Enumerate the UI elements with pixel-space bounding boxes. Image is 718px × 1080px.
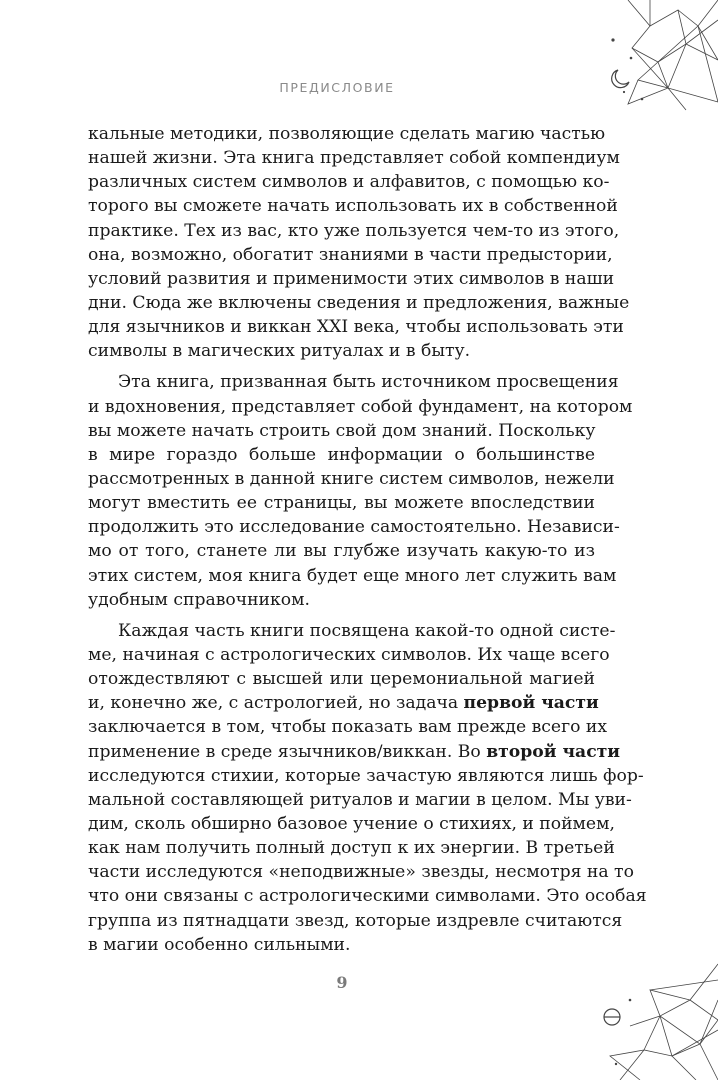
line-text: применение в среде язычников/виккан. Во [88,741,487,762]
line-text: в магии особенно сильными. [88,934,351,955]
line-text: исследуются стихии, которые зачастую являются лишь фор- [88,765,644,786]
line-text: символы в магических ритуалах и в быту. [88,341,471,362]
text-line [88,564,617,588]
line-text: Каждая часть книги посвящена какой-то одной систе- [118,620,616,641]
line-text: рассмотренных в данной книге систем символов, нежели [88,468,615,489]
text-line [88,467,615,491]
line-text: группа из пятнадцати звезд, которые издревле считаются [88,910,623,931]
line-text: торого вы сможете начать использовать их в собственной [88,196,618,217]
text-line [88,860,634,884]
line-text: дни. Сюда же включены сведения и предложения, важные [88,292,630,313]
text-line [88,491,595,515]
line-text: и, конечно же, с астрологией, но задача [88,693,464,714]
text-line [88,884,647,908]
text-line [88,643,610,667]
paragraph-gap [88,363,595,370]
line-text: удобным справочником. [88,589,310,610]
text-line [88,812,615,836]
text-line [88,764,644,788]
text-line [88,667,595,691]
text-line [88,122,606,146]
page-number: 9 [336,973,348,992]
text-line [88,194,618,218]
text-line [88,419,595,443]
body-text [88,122,647,957]
line-text: условий развития и применимости этих символов в наши [88,268,615,289]
running-head: ПРЕДИСЛОВИЕ [279,80,395,95]
line-text: продолжить это исследование самостоятельно. Независи- [88,517,620,538]
line-text: этих систем, моя книга будет еще много лет служить вам [88,565,617,586]
text-line [88,691,599,715]
line-text: ме, начиная с астрологических символов. Их чаще всего [88,644,610,665]
ornament-bottom-icon [600,960,718,1080]
line-text: и вдохновения, представляет собой фундамент, на котором [88,396,633,417]
line-text: мальной составляющей ритуалов и магии в целом. Мы уви- [88,789,632,810]
line-text: Эта книга, призванная быть источником просвещения [118,372,619,393]
text-line [88,619,616,643]
paragraph-gap [88,612,595,619]
line-text: различных систем символов и алфавитов, с помощью ко- [88,172,610,193]
line-text: нашей жизни. Эта книга представляет собой компендиум [88,148,620,169]
emphasis-text: второй части [486,741,621,762]
line-text: отождествляют с высшей или церемониальной магией [88,669,595,690]
text-line [88,370,619,394]
text-line [88,443,595,467]
line-text: для язычников и виккан XXI века, чтобы использовать эти [88,317,624,338]
text-line [88,515,620,539]
line-text: заключается в том, чтобы показать вам прежде всего их [88,717,608,738]
text-line [88,291,630,315]
line-text: вы можете начать строить свой дом знаний. Поскольку [88,420,596,441]
emphasis-text: первой части [463,693,599,714]
line-text: она, возможно, обогатит знаниями в части предыстории, [88,244,613,265]
text-line [88,146,620,170]
text-line [88,315,624,339]
line-text: части исследуются «неподвижные» звезды, несмотря на то [88,862,634,883]
text-line [88,219,620,243]
text-line [88,740,621,764]
text-line [88,339,595,363]
text-line [88,539,595,563]
geometric-star-ornament-bottom [600,960,718,1080]
line-text: практике. Тех из вас, кто уже пользуется чем-то из этого, [88,220,620,241]
text-line [88,909,623,933]
line-text: в мире гораздо больше информации о большинстве [88,444,595,465]
text-line [88,715,608,739]
line-text: мо от того, станете ли вы глубже изучать какую-то из [88,541,595,562]
line-text: что они связаны с астрологическими символами. Это особая [88,886,647,907]
text-line [88,395,633,419]
line-text: дим, сколь обширно базовое учение о стихиях, и поймем, [88,813,615,834]
text-line [88,788,632,812]
text-line [88,933,595,957]
line-text: могут вместить ее страницы, вы можете впоследствии [88,493,595,514]
text-line [88,170,610,194]
line-text: как нам получить полный доступ к их энергии. В третьей [88,838,615,859]
line-text: кальные методики, позволяющие сделать магию частью [88,124,606,144]
text-line [88,588,595,612]
text-line [88,836,615,860]
text-line [88,267,615,291]
text-line [88,243,613,267]
